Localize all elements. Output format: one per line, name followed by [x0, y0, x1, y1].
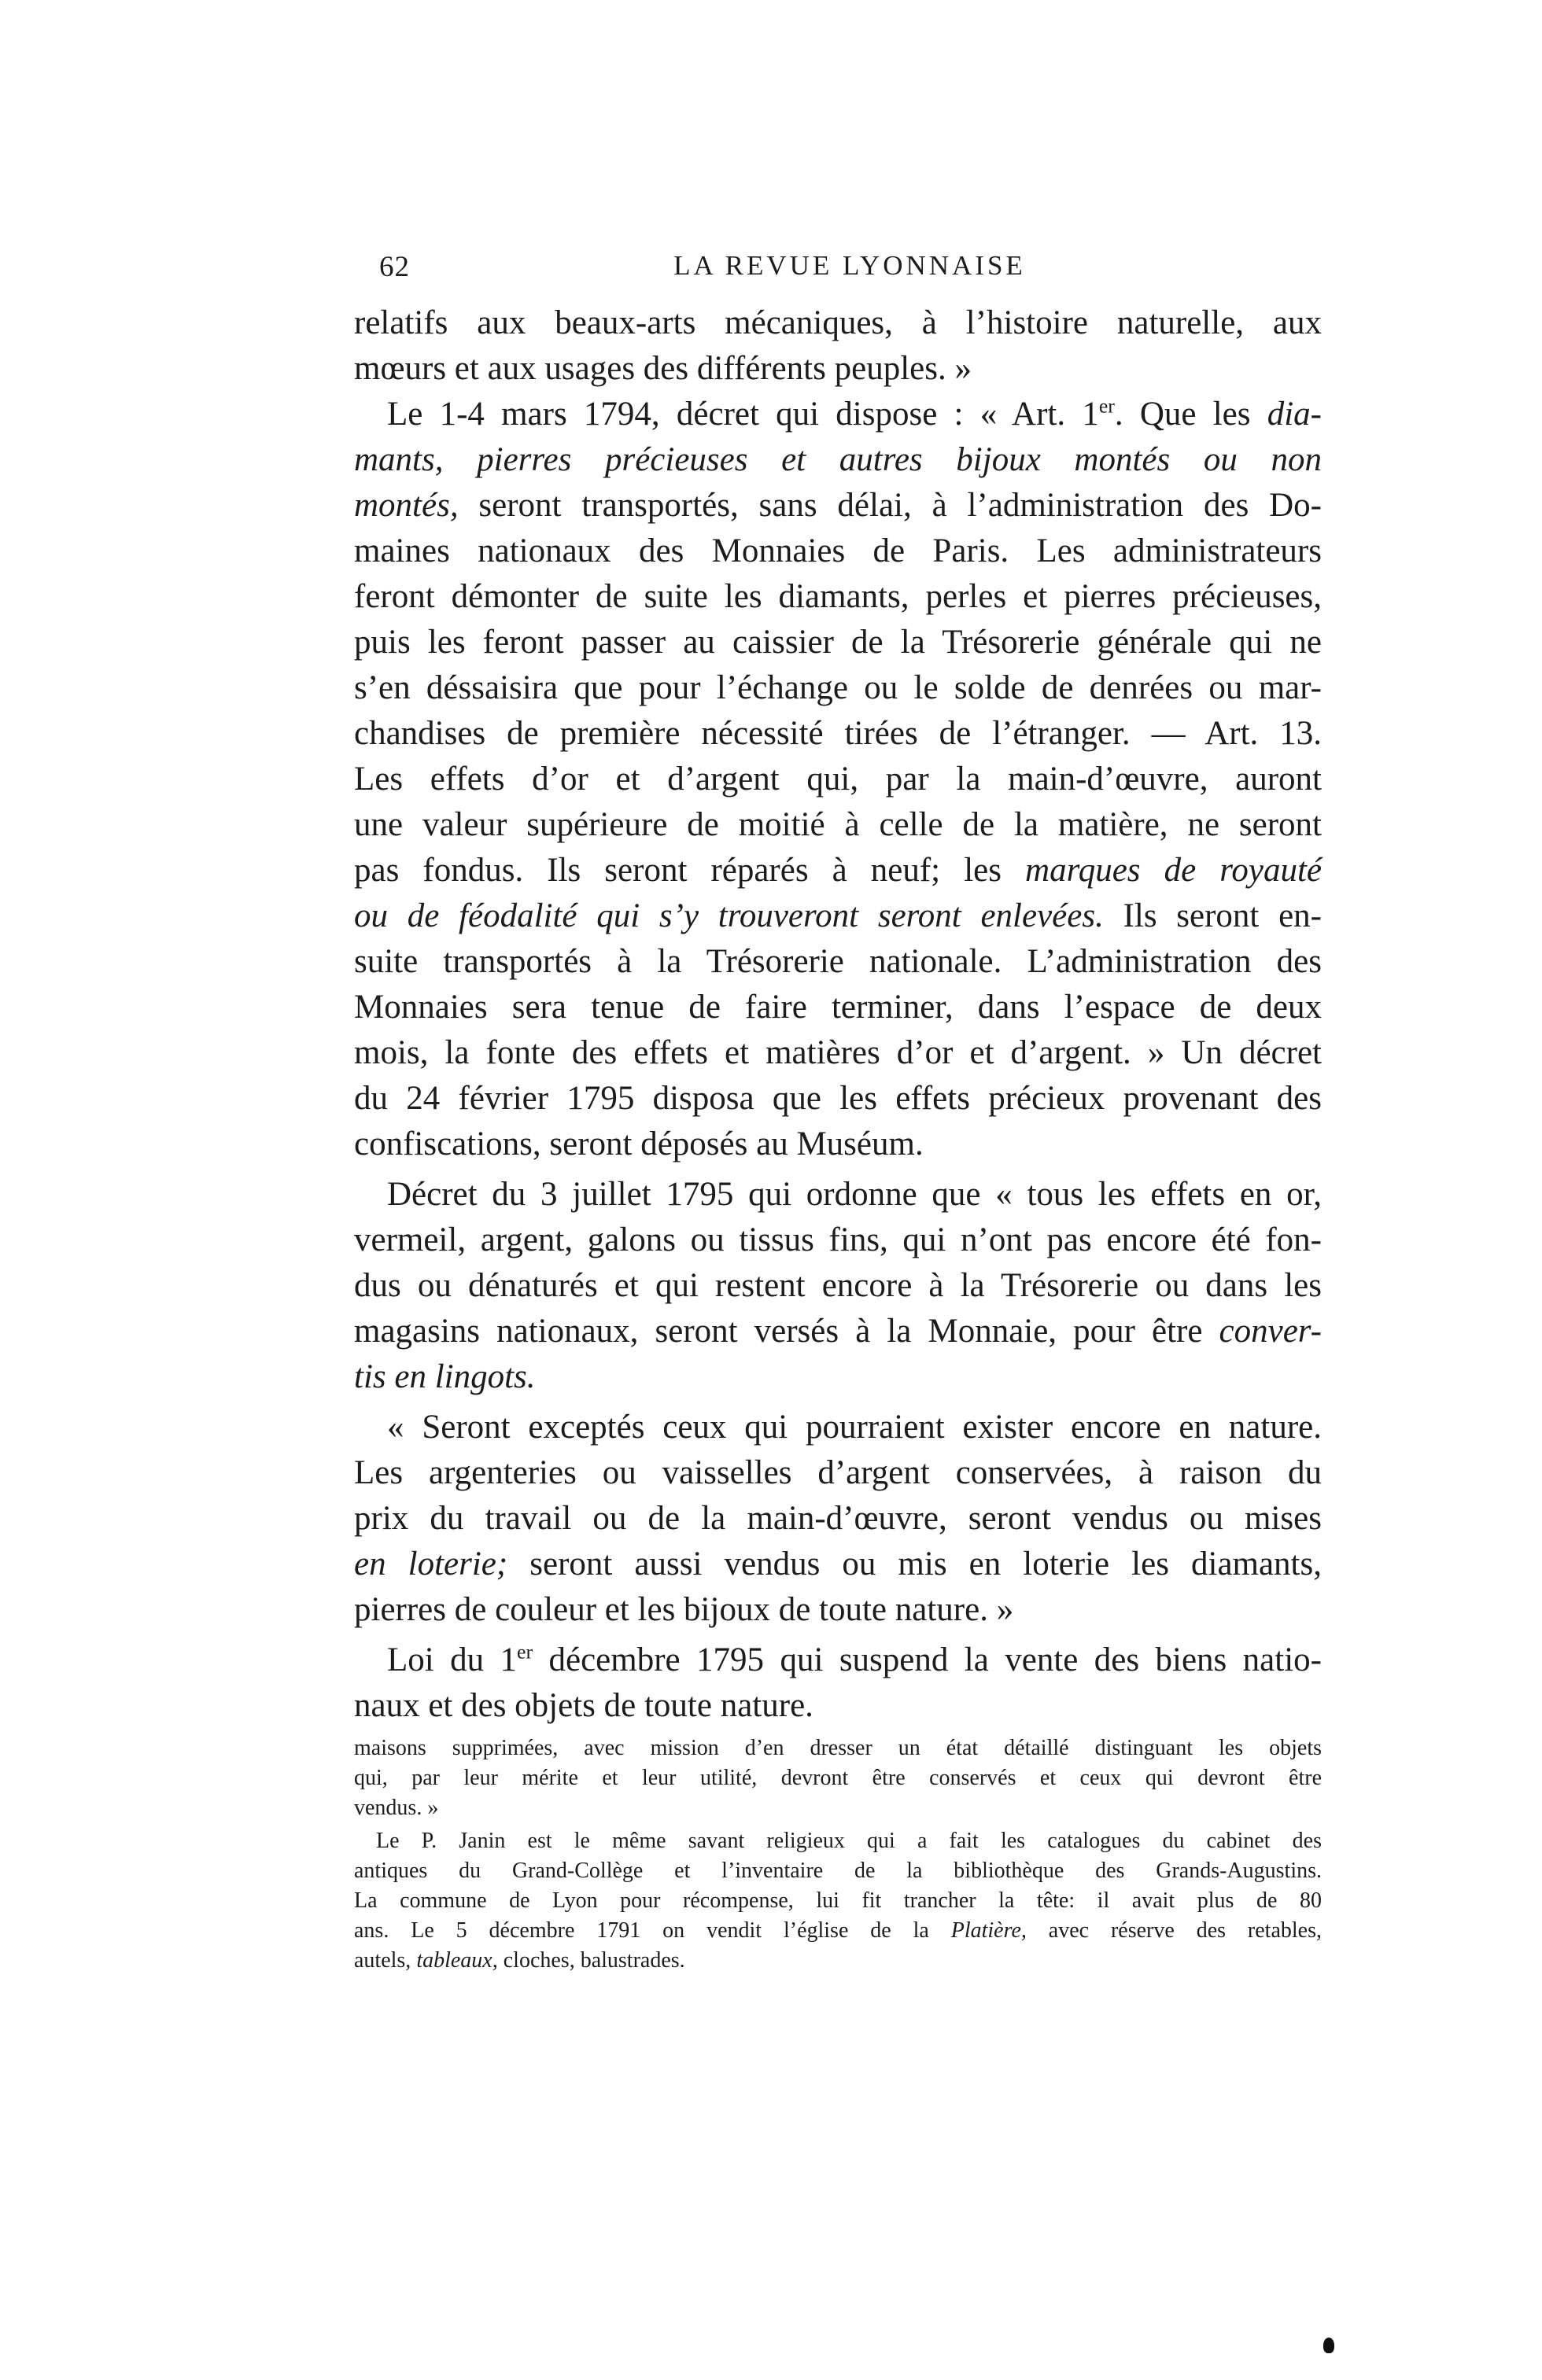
footnote-line: Le P. Janin est le même savant religieux qui a fait les catalogues du cabinet des	[376, 1829, 1322, 1853]
footnote-line: antiques du Grand-Collège et l’inventaire de la bibliothèque des Grands-Augustins.	[354, 1859, 1322, 1883]
text-line: montés, seront transportés, sans délai, à l’administration des Do-	[354, 487, 1322, 524]
text-line: puis les feront passer au caissier de la Trésorerie générale qui ne	[354, 624, 1322, 661]
text-line: Décret du 3 juillet 1795 qui ordonne que « tous les effets en or,	[387, 1176, 1322, 1213]
text-line: feront démonter de suite les diamants, perles et pierres précieuses,	[354, 578, 1322, 615]
text-line: prix du travail ou de la main-d’œuvre, seront vendus ou mises	[354, 1500, 1322, 1537]
text-line: Les argenteries ou vaisselles d’argent conservées, à raison du	[354, 1454, 1322, 1491]
text-line: Monnaies sera tenue de faire terminer, dans l’espace de deux	[354, 989, 1322, 1026]
text-line: mants, pierres précieuses et autres bijoux montés ou non	[354, 441, 1322, 478]
text-line: chandises de première nécessité tirées de l’étranger. — Art. 13.	[354, 715, 1322, 752]
text-line: pierres de couleur et les bijoux de toute nature. »	[354, 1591, 1014, 1628]
footnote-line: La commune de Lyon pour récompense, lui fit trancher la tête: il avait plus de 80	[354, 1888, 1322, 1913]
footnote-line: autels, tableaux, cloches, balustrades.	[354, 1948, 685, 1973]
text-line: magasins nationaux, seront versés à la Monnaie, pour être conver-	[354, 1313, 1322, 1350]
footnotes	[354, 1733, 1322, 1976]
text-line: relatifs aux beaux-arts mécaniques, à l’histoire naturelle, aux	[354, 304, 1322, 341]
page-header	[379, 250, 1320, 288]
text-line: Loi du 1er décembre 1795 qui suspend la vente des biens natio-	[387, 1640, 1322, 1678]
text-line: en loterie; seront aussi vendus ou mis en loterie les diamants,	[354, 1546, 1322, 1582]
text-line: s’en déssaisira que pour l’échange ou le solde de denrées ou mar-	[354, 669, 1322, 706]
footnote-line: maisons supprimées, avec mission d’en dresser un état détaillé distinguant les objets	[354, 1736, 1322, 1760]
footnote-line: vendus. »	[354, 1796, 439, 1820]
text-line: suite transportés à la Trésorerie nationale. L’administration des	[354, 943, 1322, 980]
body-text	[354, 300, 1322, 1729]
text-line: vermeil, argent, galons ou tissus fins, qui n’ont pas encore été fon-	[354, 1221, 1322, 1258]
text-line: tis en lingots.	[354, 1358, 536, 1395]
running-title: LA REVUE LYONNAISE	[673, 250, 1026, 281]
ink-mark	[1323, 2338, 1334, 2353]
text-line: mœurs et aux usages des différents peuples. »	[354, 350, 972, 387]
footnote-line: ans. Le 5 décembre 1791 on vendit l’église de la Platière, avec réserve des retables,	[354, 1918, 1322, 1943]
text-line: ou de féodalité qui s’y trouveront seront enlevées. Ils seront en-	[354, 897, 1322, 934]
text-line: du 24 février 1795 disposa que les effets précieux provenant des	[354, 1080, 1322, 1117]
footnote-line: qui, par leur mérite et leur utilité, devront être conservés et ceux qui devront être	[354, 1766, 1322, 1790]
text-line: mois, la fonte des effets et matières d’or et d’argent. » Un décret	[354, 1034, 1322, 1071]
text-line: pas fondus. Ils seront réparés à neuf; les marques de royauté	[354, 852, 1322, 889]
text-line: Les effets d’or et d’argent qui, par la main-d’œuvre, auront	[354, 761, 1322, 798]
page-number: 62	[379, 251, 410, 283]
text-line: une valeur supérieure de moitié à celle de la matière, ne seront	[354, 806, 1322, 843]
text-line: « Seront exceptés ceux qui pourraient exister encore en nature.	[387, 1409, 1322, 1446]
text-line: maines nationaux des Monnaies de Paris. Les administrateurs	[354, 532, 1322, 569]
text-line: Le 1-4 mars 1794, décret qui dispose : « Art. 1er. Que les dia-	[387, 394, 1322, 433]
text-line: naux et des objets de toute nature.	[354, 1687, 813, 1724]
text-line: confiscations, seront déposés au Muséum.	[354, 1126, 924, 1162]
text-line: dus ou dénaturés et qui restent encore à la Trésorerie ou dans les	[354, 1267, 1322, 1304]
